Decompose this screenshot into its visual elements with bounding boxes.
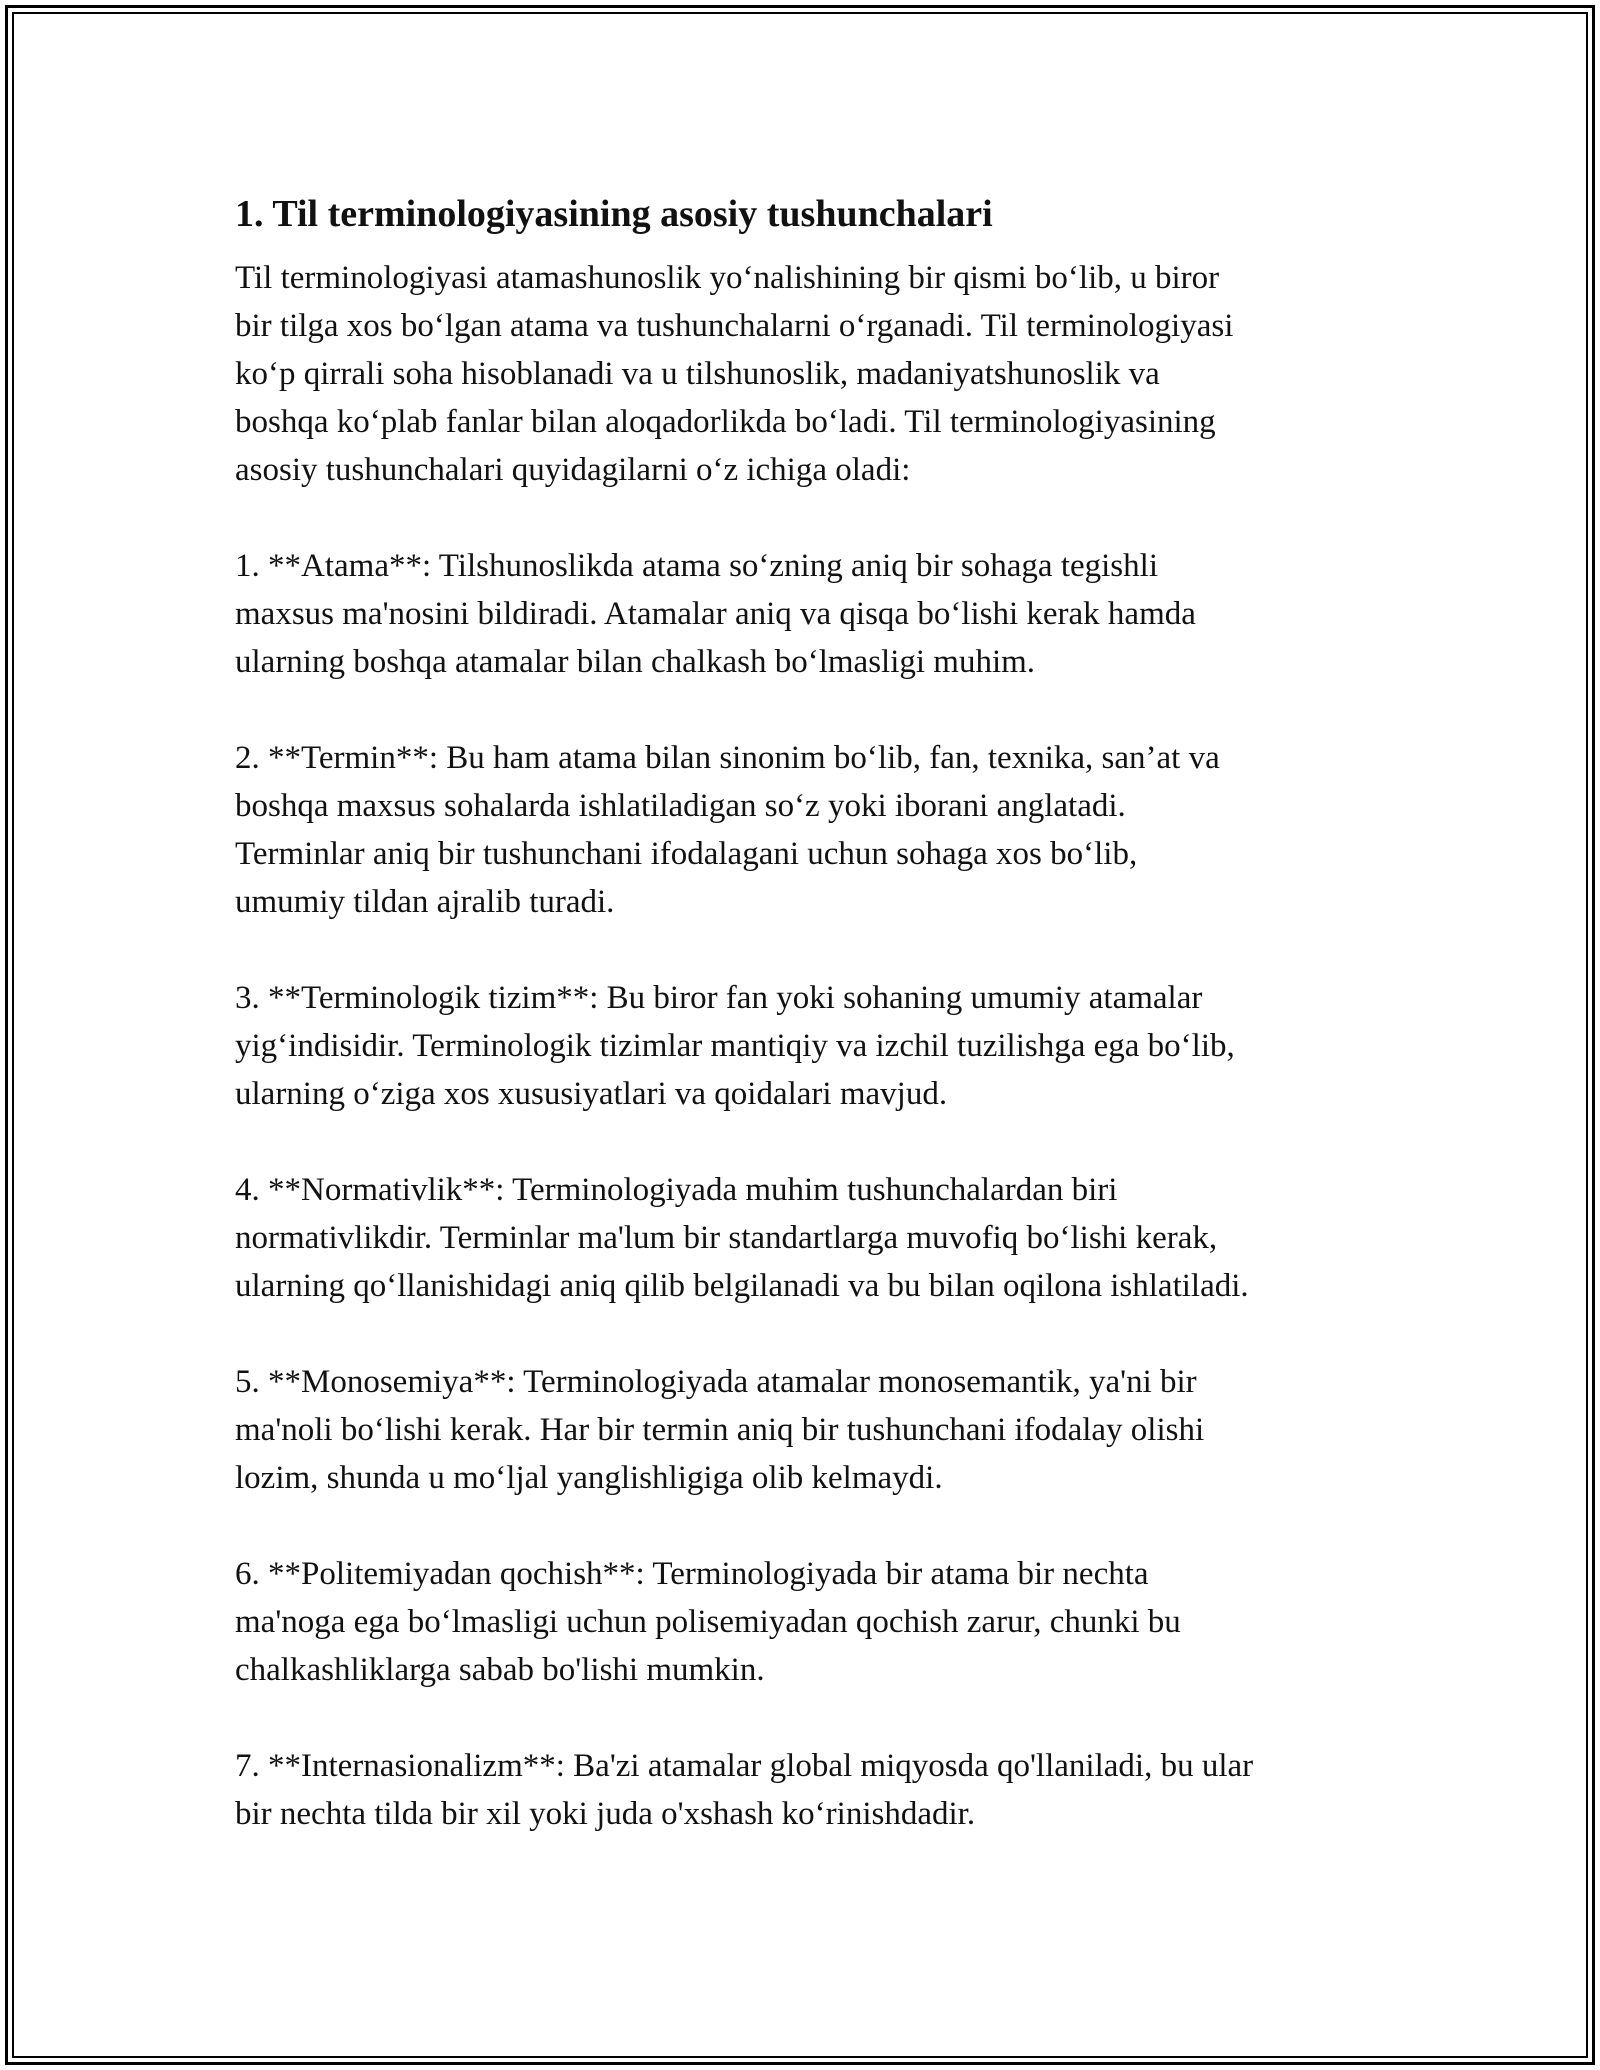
paragraph-line: normativlikdir. Terminlar ma'lum bir standartlarga muvofiq bo‘lishi kerak, [235, 1220, 1218, 1256]
list-item-termin [235, 734, 1375, 926]
paragraph-line: 4. **Normativlik**: Terminologiyada muhim tushunchalardan biri [235, 1172, 1118, 1208]
section-heading: 1. Til terminologiyasining asosiy tushunchalari [235, 193, 993, 235]
list-item-internasionalizm [235, 1742, 1375, 1838]
paragraph-line: 6. **Politemiyadan qochish**: Terminologiyada bir atama bir nechta [235, 1556, 1149, 1592]
list-item-normativlik [235, 1166, 1375, 1310]
paragraph-line: 3. **Terminologik tizim**: Bu biror fan yoki sohaning umumiy atamalar [235, 980, 1203, 1016]
paragraph-line: ularning qo‘llanishidagi aniq qilib belgilanadi va bu bilan oqilona ishlatiladi. [235, 1268, 1249, 1304]
paragraph-line: 1. **Atama**: Tilshunoslikda atama so‘zning aniq bir sohaga tegishli [235, 548, 1158, 584]
list-item-monosemiya [235, 1358, 1375, 1502]
paragraph-line: umumiy tildan ajralib turadi. [235, 884, 615, 920]
paragraph-line: 5. **Monosemiya**: Terminologiyada atamalar monosemantik, ya'ni bir [235, 1364, 1197, 1400]
paragraph-line: bir nechta tilda bir xil yoki juda o'xshash ko‘rinishdadir. [235, 1796, 976, 1832]
paragraph-line: Til terminologiyasi atamashunoslik yo‘nalishining bir qismi bo‘lib, u biror [235, 260, 1220, 296]
paragraph-line: ma'noli bo‘lishi kerak. Har bir termin aniq bir tushunchani ifodalay olishi [235, 1412, 1205, 1448]
list-item-terminologik-tizim [235, 974, 1375, 1118]
paragraph-line: yig‘indisidir. Terminologik tizimlar mantiqiy va izchil tuzilishga ega bo‘lib, [235, 1028, 1235, 1064]
paragraph-line: Terminlar aniq bir tushunchani ifodalagani uchun sohaga xos bo‘lib, [235, 836, 1138, 872]
paragraph-line: maxsus ma'nosini bildiradi. Atamalar aniq va qisqa bo‘lishi kerak hamda [235, 596, 1196, 632]
list-item-politemiya [235, 1550, 1375, 1694]
list-item-atama [235, 542, 1375, 686]
paragraph-line: boshqa maxsus sohalarda ishlatiladigan so‘z yoki iborani anglatadi. [235, 788, 1126, 824]
paragraph-line: chalkashliklarga sabab bo'lishi mumkin. [235, 1652, 765, 1688]
paragraph-line: boshqa ko‘plab fanlar bilan aloqadorlikda bo‘ladi. Til terminologiyasining [235, 404, 1216, 440]
paragraph-line: bir tilga xos bo‘lgan atama va tushunchalarni o‘rganadi. Til terminologiyasi [235, 308, 1234, 344]
paragraph-line: ularning boshqa atamalar bilan chalkash bo‘lmasligi muhim. [235, 644, 1036, 680]
paragraph-line: asosiy tushunchalari quyidagilarni o‘z ichiga oladi: [235, 452, 911, 488]
paragraph-line: ma'noga ega bo‘lmasligi uchun polisemiyadan qochish zarur, chunki bu [235, 1604, 1181, 1640]
paragraph-line: 7. **Internasionalizm**: Ba'zi atamalar global miqyosda qo'llaniladi, bu ular [235, 1748, 1254, 1784]
paragraph-line: lozim, shunda u mo‘ljal yanglishligiga olib kelmaydi. [235, 1460, 943, 1496]
paragraph-line: ularning o‘ziga xos xususiyatlari va qoidalari mavjud. [235, 1076, 948, 1112]
intro-paragraph [235, 254, 1375, 494]
paragraph-line: 2. **Termin**: Bu ham atama bilan sinonim bo‘lib, fan, texnika, san’at va [235, 740, 1220, 776]
paragraph-line: ko‘p qirrali soha hisoblanadi va u tilshunoslik, madaniyatshunoslik va [235, 356, 1160, 392]
document-body [235, 186, 1375, 1838]
